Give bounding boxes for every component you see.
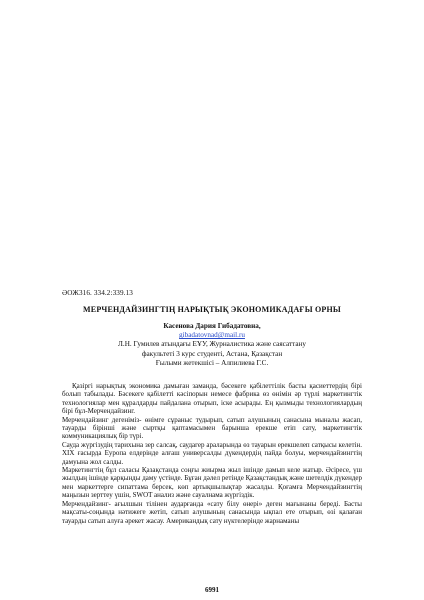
paragraph-history: Сауда жүргізудің тарихына зер салсақ, саудагер араларында өз тауарын ерекшелеп сатқысы келетін. XIX ғасырда Еуропа елдерінде алғаш универсалды дүкендердің пайда болуы, мерчендайзингтің дамуына жол салды. — [62, 440, 362, 466]
author-block — [62, 322, 362, 368]
author-affiliation: Л.Н. Гумилев атындағы ЕҰУ, Журналистика және саясаттану — [118, 340, 306, 349]
author-email-line — [62, 331, 362, 340]
author-name: Касенова Дария Гибадатовна, — [163, 322, 261, 330]
paragraph-translation: Мерчендайзинг- ағылшын тілінен аударғанда «сату білу өнері» деген мағынаны береді. Басты мақсаты-соңында нәтижеге жетіп, сатып алушының санасында ықпал ете отырып, өзі қалаған тауарды сатып алуға әрекет жасау. Американдық сату нүктелерінде жарнаманы — [62, 499, 362, 525]
paragraph-kazakhstan: Маркетингтің бұл саласы Қазақстанда соңғы жиырма жыл ішінде дамып келе жатыр. Әсіресе, үш жылдың ішінде қарқынды даму үстінде. Бұған дәлел ретінде Қазақстандық және шетелдік дүкендер мен маркеттерге сипаттама берсек, көп артықшылықтар жасалды. Қоғамға Мерчендайзингтің маңызын зерттеу үшін, SWOT анализ және сауалнама жүргіздік. — [62, 466, 362, 500]
scientific-advisor: Ғылыми жетекшісі – Алпилиева Г.С. — [155, 358, 269, 367]
article-title: МЕРЧЕНДАЙЗИНГТІҢ НАРЫҚТЫҚ ЭКОНОМИКАДАҒЫ ОРНЫ — [83, 305, 341, 314]
udk-code: ӘОЖ316. 334.2:339.13 — [62, 289, 133, 297]
author-email-link[interactable]: gibadatovnad@mail.ru — [179, 331, 245, 340]
article-body — [62, 382, 362, 525]
page-number: 6991 — [205, 586, 219, 594]
author-faculty: факультеті 3 курс студенті, Астана, Қазақстан — [141, 349, 283, 358]
paragraph-intro: Қазіргі нарықтық экономика дамыған заманда, бәсекеге қабілеттілік басты қасиеттердің бірі болып табылады. Бәсекеге қабілетті кәсіпорын немесе фабрика өз өнімін әр түрлі маркетингтік технологиялар мен құралдарды пайдалана отырып, іске асырады. Ең қызмыды технологиялардың бірі бұл-Мерчендайзинг. — [62, 382, 362, 416]
paragraph-definition: Мерчендайзинг дегеніміз- өнімге сұраныс тудырып, сатып алушының санасына мыналы жасап, тауарды бірінші және сыртқы қаптамасымен барынша ерекше етіп сату, маркетингтік коммуникациялық бір түрі. — [62, 415, 362, 441]
